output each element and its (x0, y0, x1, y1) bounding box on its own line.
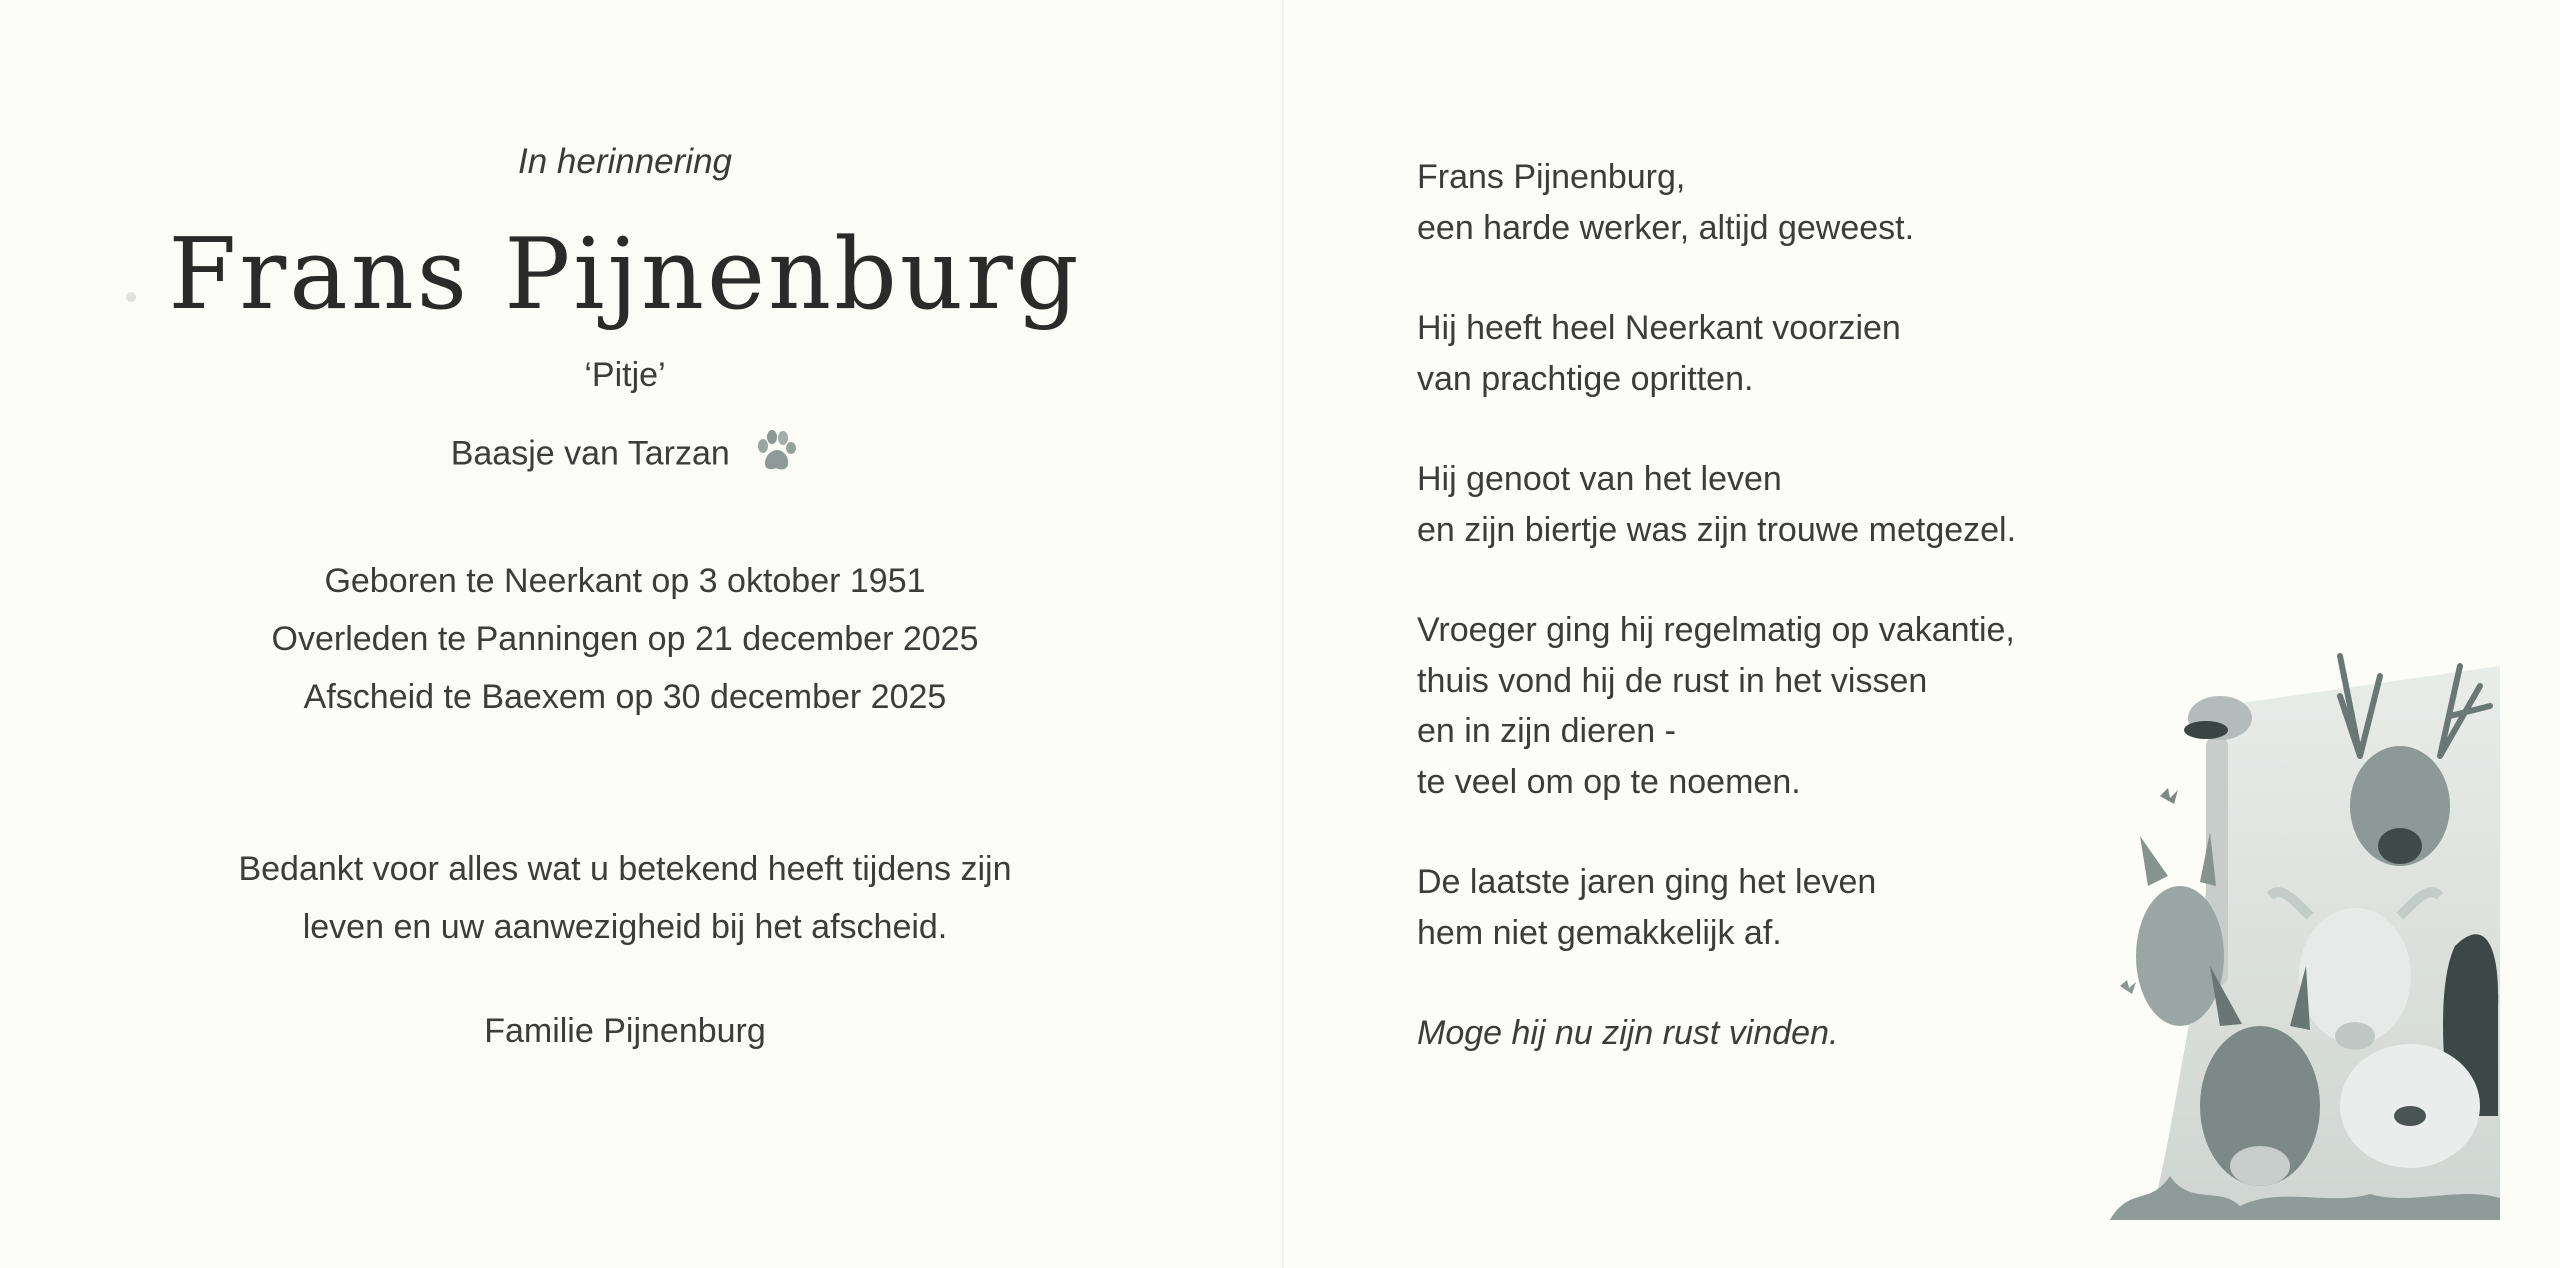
poem-line: en in zijn dieren - (1417, 712, 1676, 750)
poem-line: en zijn biertje was zijn trouwe metgezel. (1417, 510, 2017, 549)
in-memory-heading: In herinnering (517, 142, 733, 181)
deceased-name: Frans Pijnenburg (168, 218, 1082, 332)
dates-block (150, 552, 1100, 726)
family-signature: Familie Pijnenburg (484, 1012, 766, 1050)
poem-line: een harde werker, altijd geweest. (1417, 208, 1915, 247)
poem-line: De laatste jaren ging het leven (1417, 863, 1877, 901)
animal-group-illustration (2110, 646, 2500, 1220)
paper-speck (126, 292, 136, 302)
poem-line: Moge hij nu zijn rust vinden. (1417, 1014, 1839, 1052)
poem-line: hem niet gemakkelijk af. (1417, 913, 1782, 952)
poem-line: Hij genoot van het leven (1417, 460, 1782, 498)
poem-stanza (1417, 152, 2137, 253)
poem-line: Hij heeft heel Neerkant voorzien (1417, 309, 1901, 347)
paw-print-icon (753, 428, 799, 483)
poem-line: Vroeger ging hij regelmatig op vakantie, (1417, 611, 2015, 649)
poem-line: te veel om op te noemen. (1417, 762, 1801, 801)
death-line: Overleden te Panningen op 21 december 2025 (271, 620, 979, 658)
dog-owner-text: Baasje van Tarzan (450, 434, 730, 473)
dog-owner-line (150, 428, 1100, 483)
poem-line: van prachtige opritten. (1417, 359, 1754, 398)
poem-stanza (1417, 857, 2137, 958)
nickname: ‘Pitje’ (584, 356, 666, 394)
poem-stanza (1417, 605, 2137, 807)
thanks-block (150, 840, 1100, 956)
poem-line: Frans Pijnenburg, (1417, 158, 1686, 196)
thanks-line: leven en uw aanwezigheid bij het afscheid. (302, 908, 948, 946)
poem-closing-stanza (1417, 1008, 2137, 1059)
farewell-line: Afscheid te Baexem op 30 december 2025 (303, 678, 947, 716)
thanks-line: Bedankt voor alles wat u betekend heeft tijdens zijn (238, 850, 1012, 888)
poem-line: thuis vond hij de rust in het vissen (1417, 661, 1928, 700)
birth-line: Geboren te Neerkant op 3 oktober 1951 (324, 562, 926, 600)
poem-stanza (1417, 303, 2137, 404)
poem-stanza (1417, 454, 2137, 555)
poem (1417, 152, 2137, 1109)
